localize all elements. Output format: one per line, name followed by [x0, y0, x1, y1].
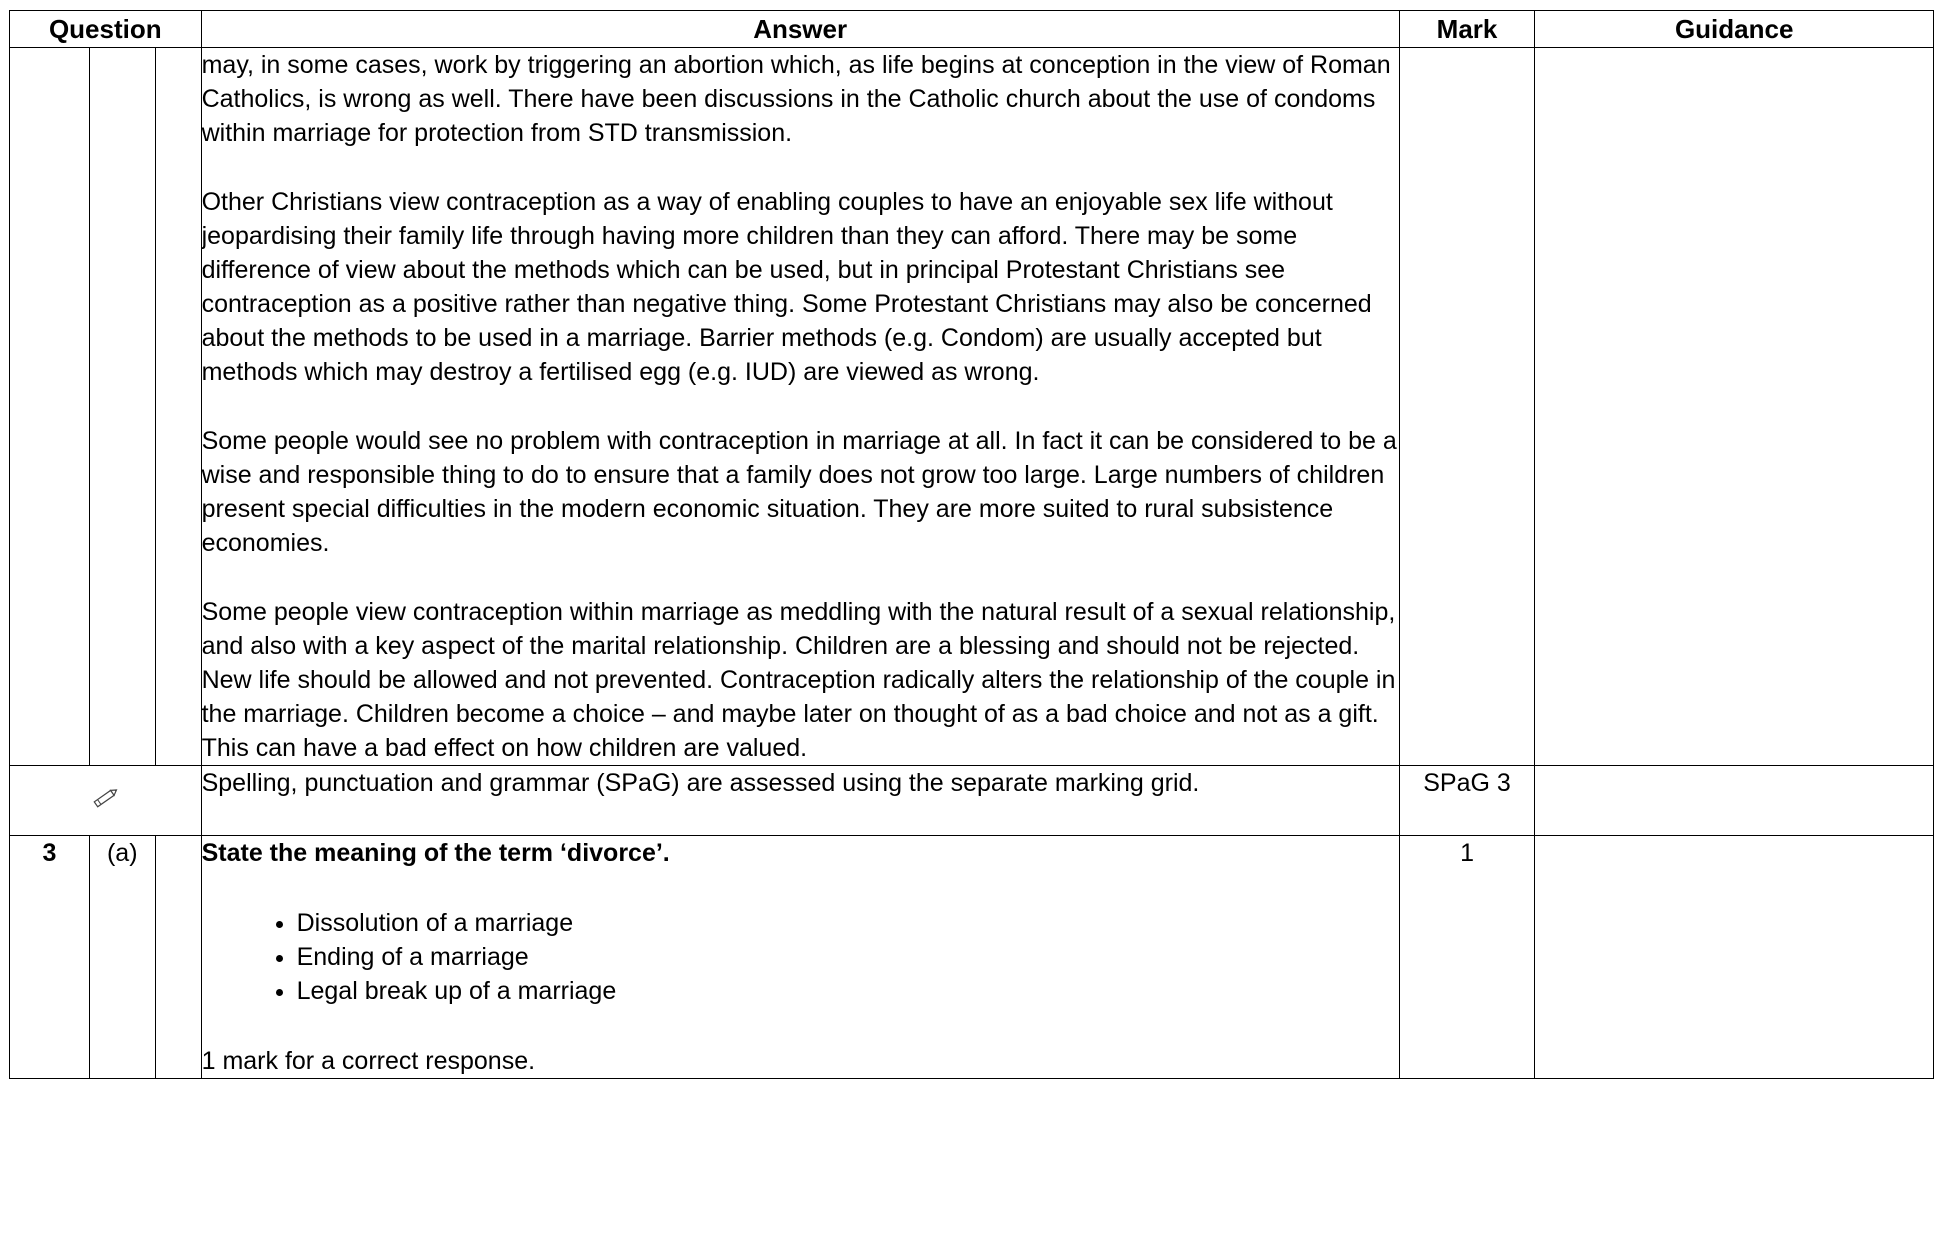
- question-subpart-cell: [155, 48, 201, 766]
- list-item: • Legal break up of a marriage: [297, 974, 1399, 1008]
- question-subpart-cell: [155, 836, 201, 1079]
- q3a-mark: 1: [1399, 836, 1535, 1079]
- continued-answer-row: [10, 48, 1934, 766]
- pencil-icon: [90, 787, 120, 809]
- answer-paragraph: Other Christians view contraception as a way of enabling couples to have an enjoyable sex life without jeopardising their family life through having more children than they can afford. There may be some difference of view about the methods which can be used, but in principal Protestant Christians see contraception as a positive rather than negative thing. Some Protestant Christians may also be concerned about the methods to be used in a marriage. Barrier methods (e.g. Condom) are usually accepted but methods which may destroy a fertilised egg (e.g. IUD) are viewed as wrong.: [201, 188, 1372, 386]
- answer-cell: [201, 48, 1399, 766]
- spag-mark: SPaG 3: [1399, 766, 1535, 836]
- marking-note: 1 mark for a correct response.: [201, 1047, 536, 1075]
- header-row: [10, 11, 1934, 48]
- answer-paragraph: Some people would see no problem with contraception in marriage at all. In fact it can be considered to be a wise and responsible thing to do to ensure that a family does not grow too large. Large numbers of children present special difficulties in the modern economic situation. They are more suited to rural subsistence economies.: [201, 427, 1397, 557]
- spag-icon-cell: [10, 766, 202, 836]
- mark-scheme-table: [9, 10, 1934, 1079]
- question-number: 3: [10, 836, 90, 1079]
- answer-bullet-list: [202, 906, 1399, 1008]
- question-number-cell: [10, 48, 90, 766]
- spag-row: [10, 766, 1934, 836]
- spag-text: Spelling, punctuation and grammar (SPaG) are assessed using the separate marking grid.: [201, 766, 1399, 836]
- q3a-answer-cell: [201, 836, 1399, 1079]
- question-part-cell: [89, 48, 155, 766]
- answer-paragraph: may, in some cases, work by triggering an abortion which, as life begins at conception in the view of Roman Catholics, is wrong as well. There have been discussions in the Catholic church about the use of condoms within marriage for protection from STD transmission.: [201, 51, 1391, 147]
- answer-paragraph: Some people view contraception within marriage as meddling with the natural result of a sexual relationship, and also with a key aspect of the marital relationship. Children are a blessing and should not be rejected. New life should be allowed and not prevented. Contraception radically alters the relationship of the couple in the marriage. Children become a choice – and maybe later on thought of as a bad choice and not as a gift. This can have a bad effect on how children are valued.: [201, 598, 1396, 762]
- list-item: • Dissolution of a marriage: [297, 906, 1399, 940]
- q3a-guidance-cell: [1535, 836, 1934, 1079]
- guidance-cell: [1535, 48, 1934, 766]
- header-mark: Mark: [1399, 11, 1535, 48]
- spag-guidance-cell: [1535, 766, 1934, 836]
- header-question: Question: [10, 11, 202, 48]
- question-prompt: State the meaning of the term ‘divorce’.: [201, 839, 670, 867]
- list-item: • Ending of a marriage: [297, 940, 1399, 974]
- mark-cell: [1399, 48, 1535, 766]
- question-part: (a): [89, 836, 155, 1079]
- q3a-row: [10, 836, 1934, 1079]
- header-answer: Answer: [201, 11, 1399, 48]
- header-guidance: Guidance: [1535, 11, 1934, 48]
